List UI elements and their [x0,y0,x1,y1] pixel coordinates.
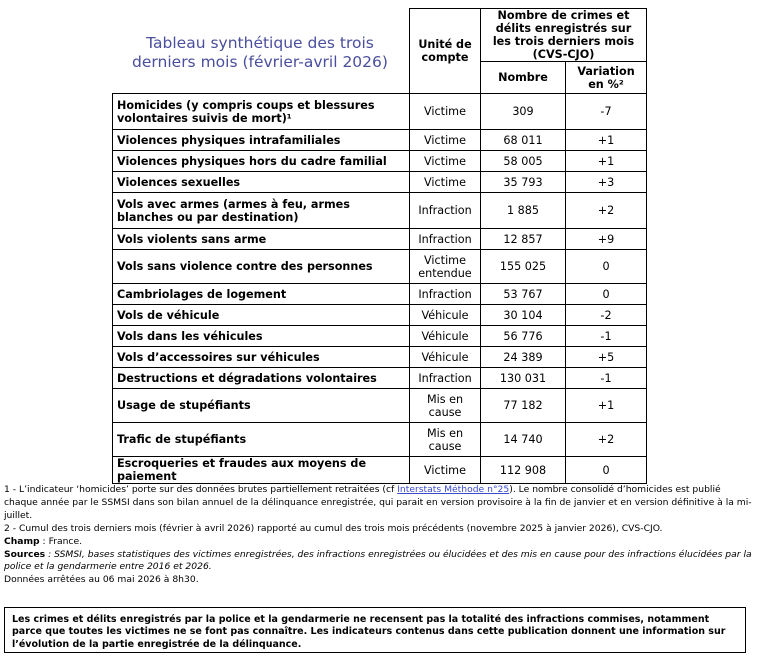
row-variation: +2 [566,423,647,457]
row-count: 56 776 [481,326,566,347]
table-row [113,457,647,484]
disclaimer-box: Les crimes et délits enregistrés par la police et la gendarmerie ne recensent pas la totalité des infractions commises, notamment parce que toutes les victimes ne se font pas connaître. Les indicateurs contenus dans cette publication donnent une information sur l’évolution de la partie enregistrée de la délinquance. [4,607,746,653]
row-variation: +3 [566,172,647,193]
table-title: Tableau synthétique des trois derniers mois (février-avril 2026) [132,34,388,71]
row-count: 58 005 [481,151,566,172]
table-row [113,368,647,389]
row-unit: Infraction [410,368,481,389]
table-row [113,172,647,193]
row-count: 53 767 [481,284,566,305]
footnote-1: 1 - L’indicateur ‘homicides’ porte sur des données brutes partiellement retraitées (cf Interstats Méthode n°25). Le nombre consolidé d’homicides est publié chaque année par le SSMSI dans son bilan annuel de la délinquance enregistrée, qui parait en version provisoire à la fin de janvier et en version définitive à la mi-juillet. [4,484,752,521]
row-label: Vols violents sans arme [113,229,410,250]
row-unit: Véhicule [410,347,481,368]
row-label: Vols d’accessoires sur véhicules [113,347,410,368]
row-variation: +9 [566,229,647,250]
row-unit: Infraction [410,193,481,229]
row-unit: Victime entendue [410,250,481,284]
row-label: Destructions et dégradations volontaires [113,368,410,389]
row-label: Violences physiques intrafamiliales [113,130,410,151]
summary-table [112,8,647,484]
unit-column-header: Unité de compte [410,9,481,94]
row-unit: Victime [410,94,481,130]
row-variation: 0 [566,250,647,284]
row-count: 309 [481,94,566,130]
table-row [113,250,647,284]
table-row [113,389,647,423]
champ-note: Champ : France. [4,535,83,547]
row-count: 24 389 [481,347,566,368]
row-count: 68 011 [481,130,566,151]
row-variation: +1 [566,389,647,423]
row-unit: Mis en cause [410,423,481,457]
row-variation: +1 [566,151,647,172]
row-label: Violences physiques hors du cadre familial [113,151,410,172]
row-unit: Véhicule [410,326,481,347]
table-row [113,94,647,130]
row-unit: Victime [410,151,481,172]
row-count: 1 885 [481,193,566,229]
row-label: Violences sexuelles [113,172,410,193]
row-unit: Victime [410,172,481,193]
row-count: 155 025 [481,250,566,284]
row-label: Vols dans les véhicules [113,326,410,347]
table-row [113,229,647,250]
sources-note: Sources : SSMSI, bases statistiques des victimes enregistrées, des infractions enregistrées ou élucidées et des mis en cause pour des infractions élucidées par la police et la gendarmerie entre 2016 et 2026. [4,548,752,573]
row-label: Cambriolages de logement [113,284,410,305]
table-row [113,284,647,305]
row-variation: 0 [566,284,647,305]
variation-column-header: Variation en %² [566,62,647,94]
footnotes [4,484,756,587]
table-corner [113,9,410,94]
row-label: Usage de stupéfiants [113,389,410,423]
row-label: Vols avec armes (armes à feu, armes blanches ou par destination) [113,193,410,229]
row-variation: -1 [566,326,647,347]
table-row [113,347,647,368]
row-unit: Infraction [410,229,481,250]
row-count: 12 857 [481,229,566,250]
row-unit: Mis en cause [410,389,481,423]
table-row [113,151,647,172]
table-row [113,423,647,457]
footnote-2: 2 - Cumul des trois derniers mois (février à avril 2026) rapporté au cumul des trois mois précédents (novembre 2025 à janvier 2026), CVS-CJO. [4,522,663,534]
row-variation: +2 [566,193,647,229]
data-date-note: Données arrêtées au 06 mai 2026 à 8h30. [4,574,199,586]
table-row [113,193,647,229]
row-variation: -2 [566,305,647,326]
table-row [113,326,647,347]
row-count: 35 793 [481,172,566,193]
row-variation: +5 [566,347,647,368]
row-variation: -1 [566,368,647,389]
row-variation: +1 [566,130,647,151]
row-count: 130 031 [481,368,566,389]
row-label: Vols sans violence contre des personnes [113,250,410,284]
count-group-header: Nombre de crimes et délits enregistrés sur les trois derniers mois (CVS-CJO) [481,9,647,62]
row-unit: Victime [410,457,481,484]
row-variation: 0 [566,457,647,484]
row-label: Vols de véhicule [113,305,410,326]
row-count: 30 104 [481,305,566,326]
row-unit: Véhicule [410,305,481,326]
count-column-header: Nombre [481,62,566,94]
row-variation: -7 [566,94,647,130]
table-row [113,130,647,151]
row-label: Trafic de stupéfiants [113,423,410,457]
row-label: Homicides (y compris coups et blessures volontaires suivis de mort)¹ [113,94,410,130]
row-unit: Victime [410,130,481,151]
row-label: Escroqueries et fraudes aux moyens de paiement [113,457,410,484]
row-count: 14 740 [481,423,566,457]
table-row [113,305,647,326]
row-count: 77 182 [481,389,566,423]
row-count: 112 908 [481,457,566,484]
interstats-link[interactable]: Interstats Méthode n°25 [397,484,510,495]
row-unit: Infraction [410,284,481,305]
